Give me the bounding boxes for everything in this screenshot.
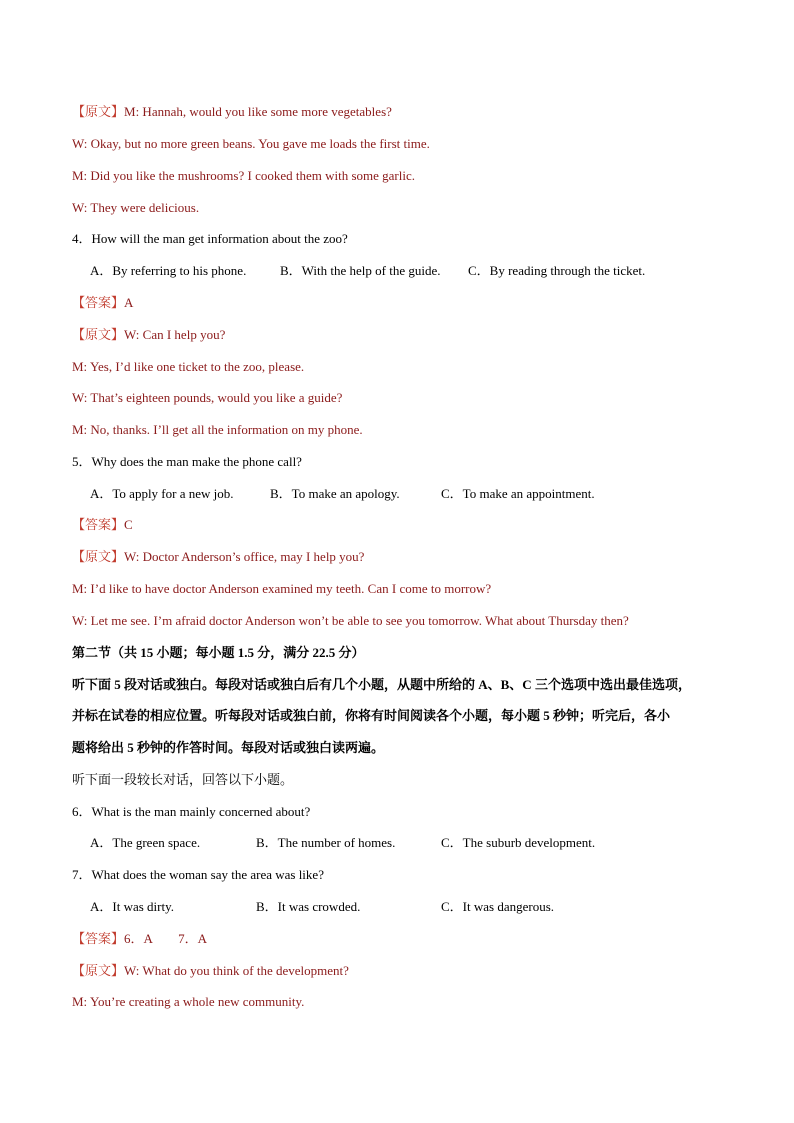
transcript-line xyxy=(72,104,392,120)
answer-5 xyxy=(72,517,133,533)
transcript-label: 【原文】 xyxy=(72,963,125,978)
transcript-line: M: Did you like the mushrooms? I cooked them with some garlic. xyxy=(72,168,415,183)
transcript-line: M: You’re creating a whole new community. xyxy=(72,994,305,1009)
answer-text: A xyxy=(124,295,134,310)
option-4b: B．With the help of the guide. xyxy=(280,263,441,278)
transcript-line xyxy=(72,327,225,343)
answer-4 xyxy=(72,295,133,311)
transcript-line: W: Let me see. I’m afraid doctor Anderson won’t be able to see you tomorrow. What about Thursday then? xyxy=(72,613,629,628)
transcript-line xyxy=(72,963,349,979)
question-5: 5．Why does the man make the phone call? xyxy=(72,454,302,469)
transcript-line: M: I’d like to have doctor Anderson examined my teeth. Can I come to morrow? xyxy=(72,581,492,596)
option-5c: C．To make an appointment. xyxy=(441,486,595,501)
transcript-text: M: Hannah, would you like some more vegetables? xyxy=(124,104,392,119)
transcript-label: 【原文】 xyxy=(72,104,125,119)
answer-text: C xyxy=(124,517,133,532)
transcript-text: W: Doctor Anderson’s office, may I help you? xyxy=(124,549,365,564)
transcript-line: W: They were delicious. xyxy=(72,200,200,215)
question-7: 7．What does the woman say the area was like? xyxy=(72,867,324,882)
option-4a: A．By referring to his phone. xyxy=(90,263,247,278)
instruction-line: 并标在试卷的相应位置。听每段对话或独白前，你将有时间阅读各个小题，每小题 5 秒钟；听完后，各小 xyxy=(72,708,671,723)
question-4: 4．How will the man get information about the zoo? xyxy=(72,231,348,246)
answer-text: 6．A 7．A xyxy=(124,931,208,946)
intro-line: 听下面一段较长对话，回答以下小题。 xyxy=(72,772,294,787)
option-7b: B．It was crowded. xyxy=(256,899,361,914)
instruction-line: 听下面 5 段对话或独白。每段对话或独白后有几个小题，从题中所给的 A、B、C 三个选项中选出最佳选项， xyxy=(72,677,691,692)
option-6a: A．The green space. xyxy=(90,835,201,850)
transcript-line: M: Yes, I’d like one ticket to the zoo, please. xyxy=(72,359,305,374)
option-7a: A．It was dirty. xyxy=(90,899,175,914)
option-4c: C．By reading through the ticket. xyxy=(468,263,646,278)
transcript-line: W: Okay, but no more green beans. You gave me loads the first time. xyxy=(72,136,430,151)
option-7c: C．It was dangerous. xyxy=(441,899,555,914)
answer-label: 【答案】 xyxy=(72,295,125,310)
transcript-text: W: Can I help you? xyxy=(124,327,226,342)
answer-label: 【答案】 xyxy=(72,931,125,946)
transcript-line: M: No, thanks. I’ll get all the information on my phone. xyxy=(72,422,363,437)
answer-6-7 xyxy=(72,931,207,947)
option-6b: B．The number of homes. xyxy=(256,835,396,850)
instruction-line: 题将给出 5 秒钟的作答时间。每段对话或独白读两遍。 xyxy=(72,740,385,755)
option-5a: A．To apply for a new job. xyxy=(90,486,234,501)
transcript-line xyxy=(72,549,364,565)
section-heading: 第二节（共 15 小题；每小题 1.5 分，满分 22.5 分） xyxy=(72,645,365,660)
transcript-line: W: That’s eighteen pounds, would you like a guide? xyxy=(72,390,343,405)
answer-label: 【答案】 xyxy=(72,517,125,532)
option-6c: C．The suburb development. xyxy=(441,835,596,850)
question-6: 6．What is the man mainly concerned about? xyxy=(72,804,311,819)
transcript-label: 【原文】 xyxy=(72,327,125,342)
transcript-text: W: What do you think of the development? xyxy=(124,963,349,978)
option-5b: B．To make an apology. xyxy=(270,486,400,501)
transcript-label: 【原文】 xyxy=(72,549,125,564)
